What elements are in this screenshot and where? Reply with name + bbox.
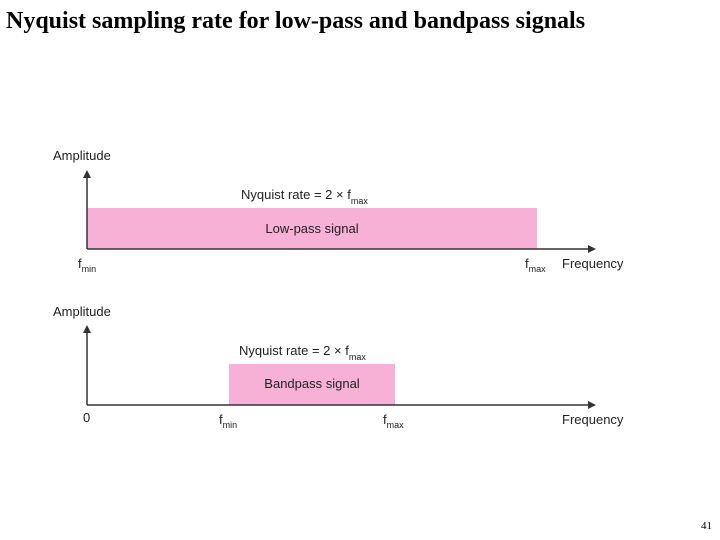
lowpass-fmin-label: $f_{min}$: [78, 256, 97, 274]
bandpass-panel: [53, 304, 624, 430]
lowpass-signal-label: Low-pass signal: [265, 221, 359, 236]
bandpass-origin-label: 0: [83, 410, 91, 425]
lowpass-x-axis-label: Frequency: [562, 256, 624, 271]
bandpass-y-axis-label: Amplitude: [53, 304, 111, 319]
lowpass-nyquist-rate-label: Nyquist rate = $2 \times f_{max}$: [241, 187, 368, 206]
bandpass-nyquist-rate-label: Nyquist rate = $2 \times f_{max}$: [239, 343, 366, 362]
lowpass-fmax-label: $f_{max}$: [525, 256, 546, 274]
bandpass-signal-label: Bandpass signal: [264, 376, 360, 391]
bandpass-fmax-label: $f_{max}$: [383, 412, 404, 430]
lowpass-panel: [53, 148, 624, 274]
slide-number: 41: [701, 520, 712, 532]
slide-title: Nyquist sampling rate for low-pass and bandpass signals: [6, 8, 586, 34]
bandpass-fmin-label: $f_{min}$: [219, 412, 238, 430]
lowpass-y-axis-label: Amplitude: [53, 148, 111, 163]
bandpass-x-axis-label: Frequency: [562, 412, 624, 427]
